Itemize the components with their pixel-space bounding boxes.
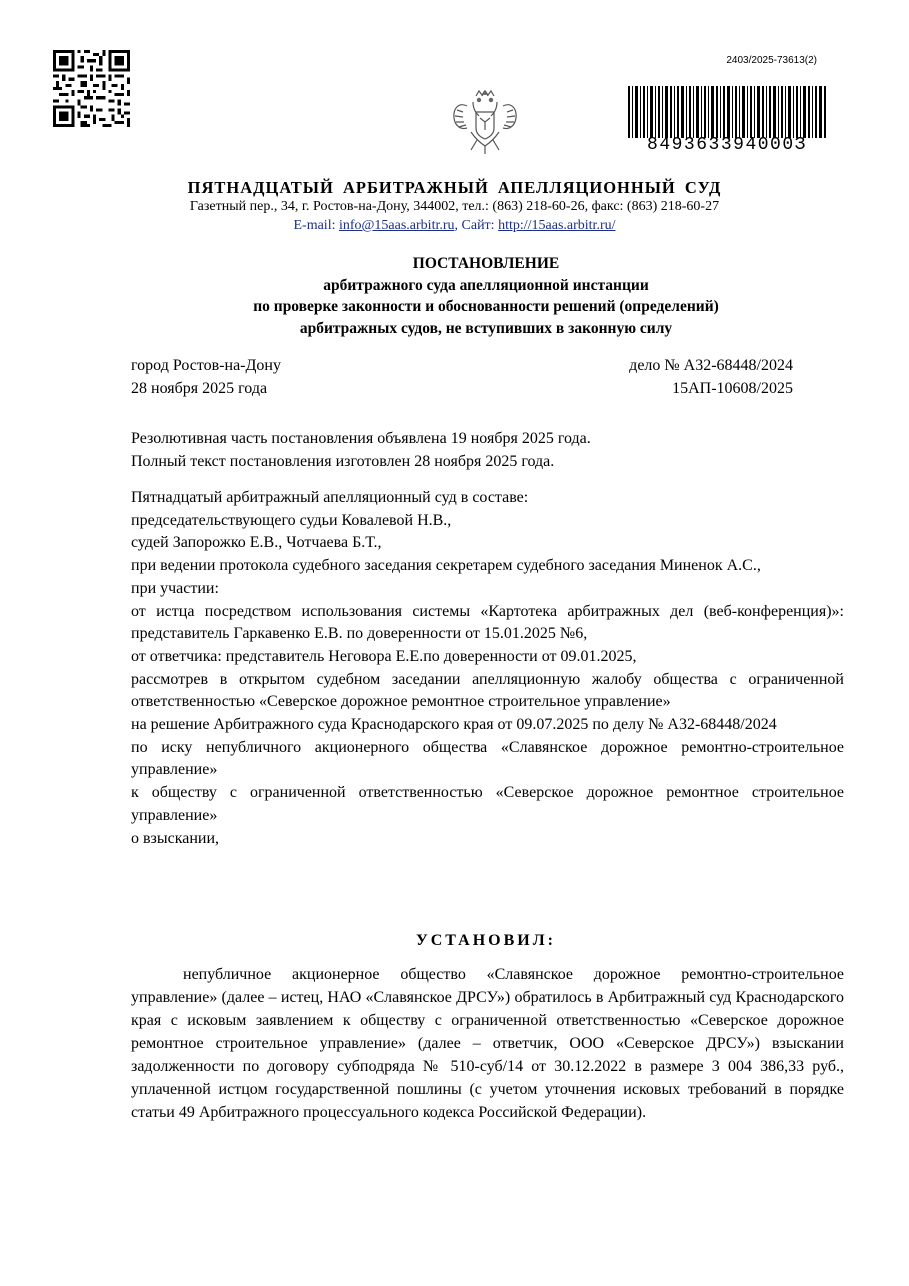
case-details xyxy=(131,487,844,850)
body-line: от истца посредством использования системы «Картотека арбитражных дел (веб-конференция)»: представитель Гаркавенко Е.В. по доверенности от 15.01.2025 №6, xyxy=(131,602,844,643)
body-line: от ответчика: представитель Неговора Е.Е.по доверенности от 09.01.2025, xyxy=(131,647,637,665)
barcode-number: 849363394000З xyxy=(647,135,807,155)
title-line-1: арбитражного суда апелляционной инстанции xyxy=(323,277,649,294)
body-line: о взыскании, xyxy=(131,829,220,847)
city: город Ростов-на-Дону xyxy=(131,357,281,374)
meta-row-1 xyxy=(131,357,793,375)
announcement-line: Полный текст постановления изготовлен 28 ноября 2025 года. xyxy=(131,453,555,470)
title-line-2: по проверке законности и обоснованности решений (определений) xyxy=(253,298,719,315)
body-line: к обществу с ограниченной ответственностью «Северское дорожное ремонтное строительное управление» xyxy=(131,784,844,824)
court-contacts xyxy=(0,218,909,234)
established-heading: УСТАНОВИЛ: xyxy=(416,932,556,949)
body-line: при ведении протокола судебного заседания секретарем судебного заседания Миненок А.С., xyxy=(131,557,761,575)
body-line: на решение Арбитражного суда Краснодарского края от 09.07.2025 по делу № А32-68448/2024 xyxy=(131,716,777,734)
body-line: по иску непубличного акционерного общества «Славянское дорожное ремонтно-строительное управление» xyxy=(131,738,844,779)
body-line: при участии: xyxy=(131,579,219,597)
court-name: ПЯТНАДЦАТЫЙ АРБИТРАЖНЫЙ АПЕЛЛЯЦИОННЫЙ СУД xyxy=(187,178,722,197)
court-address: Газетный пер., 34, г. Ростов-на-Дону, 344002, тел.: (863) 218-60-26, факс: (863) 218-60-27 xyxy=(189,199,720,214)
announcement-block xyxy=(131,427,591,473)
document-title: ПОСТАНОВЛЕНИЕ xyxy=(412,255,560,272)
announcement-line: Резолютивная часть постановления объявлена 19 ноября 2025 года. xyxy=(131,430,591,447)
title-line-3: арбитражных судов, не вступивших в законную силу xyxy=(299,320,673,337)
coat-of-arms-icon xyxy=(449,88,521,158)
site-label: , Сайт: xyxy=(454,218,499,233)
document-date: 28 ноября 2025 года xyxy=(131,380,268,397)
document-code: 2403/2025-73613(2) xyxy=(726,55,817,66)
body-line: председательствующего судьи Ковалевой Н.В., xyxy=(131,511,452,529)
body-line: Пятнадцатый арбитражный апелляционный суд в составе: xyxy=(131,489,529,506)
site-link[interactable]: http://15aas.arbitr.ru/ xyxy=(498,218,616,233)
body-line: рассмотрев в открытом судебном заседании апелляционную жалобу общества с ограниченной ответственностью «Северское дорожное ремонтное строительное управление» xyxy=(131,670,844,711)
case-number: дело № А32-68448/2024 xyxy=(629,357,793,374)
body-line: судей Запорожко Е.В., Чотчаева Б.Т., xyxy=(131,534,382,552)
appeal-number: 15АП-10608/2025 xyxy=(672,380,793,397)
established-paragraph: непубличное акционерное общество «Славянское дорожное ремонтно-строительное управление» (далее – истец, НАО «Славянское ДРСУ») обратилось в Арбитражный суд Краснодарского края с исковым заявлением к обществу с ограниченной ответственностью «Северское дорожное ремонтное строительное управление» (далее – ответчик, ООО «Северское ДРСУ») взыскании задолженности по договору субподряда № 510-суб/14 от 30.12.2022 в размере 3 004 386,33 руб., уплаченной истцом государственной пошлины (с учетом уточнения исковых требований в порядке статьи 49 Арбитражного процессуального кодекса Российской Федерации). xyxy=(131,966,844,1121)
email-link[interactable]: info@15aas.arbitr.ru xyxy=(338,218,455,233)
qr-code xyxy=(53,50,130,127)
email-label: E-mail: xyxy=(293,218,339,233)
barcode xyxy=(628,86,826,138)
meta-row-2 xyxy=(131,380,793,398)
